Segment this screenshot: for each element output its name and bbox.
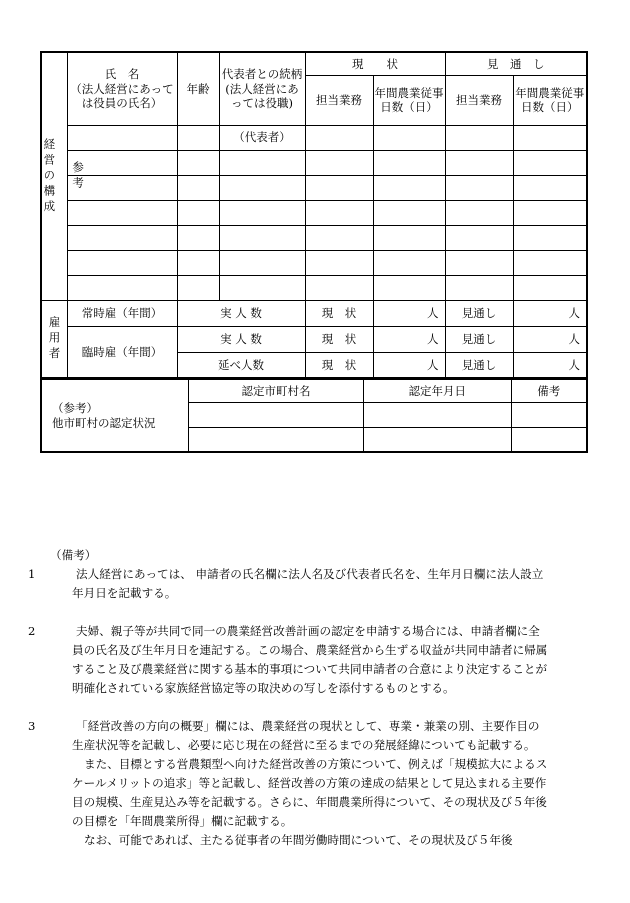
employee-temporary-row xyxy=(41,326,587,352)
notes-heading: （備考） xyxy=(50,548,97,562)
member-row xyxy=(41,250,587,275)
header-outlook-days: 年間農業従事日数（日） xyxy=(513,75,587,125)
temporary-label: 臨時雇（年間） xyxy=(67,326,177,378)
other-municipality-table xyxy=(40,378,588,453)
member-row xyxy=(41,225,587,250)
header-relation: 代表者との続柄(法人経営にあっては役職) xyxy=(219,52,305,125)
current-label: 現 状 xyxy=(305,352,373,378)
management-structure-table xyxy=(40,51,588,379)
member-row xyxy=(41,175,587,200)
note-3: 3 「経営改善の方向の概要」欄には、農業経営の現状として、専業・兼業の別、主要作目の生産状況等を記載し、必要に応じ現在の経営に至るまでの発展経緯についても記載する。 xyxy=(28,719,540,752)
employee-regular-row xyxy=(41,300,587,326)
header-current: 現 状 xyxy=(305,52,445,75)
header-remarks: 備考 xyxy=(511,379,587,402)
header-city: 認定市町村名 xyxy=(189,379,364,402)
total-count-label: 延べ人数 xyxy=(177,352,305,378)
other-municipality-label: （参考） 他市町村の認定状況 xyxy=(41,379,189,452)
actual-count-label: 実 人 数 xyxy=(177,300,305,326)
unit-label: 人 xyxy=(513,326,587,352)
member-row xyxy=(41,150,587,175)
unit-label: 人 xyxy=(373,300,445,326)
note-1: 1 法人経営にあっては、 申請者の氏名欄に法人名及び代表者氏名を、生年月日欄に法人設立年月日を記載する。 xyxy=(28,567,544,600)
header-outlook: 見 通 し xyxy=(445,52,587,75)
outlook-label: 見通し xyxy=(445,300,513,326)
unit-label: 人 xyxy=(373,352,445,378)
header-age: 年齢 xyxy=(177,52,219,125)
note-2: 2 夫婦、親子等が共同で同一の農業経営改善計画の認定を申請する場合には、申請者欄に全員の氏名及び生年月日を連記する。この場合、農業経営から生ずる収益が共同申請者に帰属すること及び農業経営に関する基本的事項について共同申請者の合意により決定することが明確化されている家族経営協定等の取決めの写しを添付するものとする。 xyxy=(28,624,548,695)
member-row xyxy=(41,200,587,225)
header-current-duty: 担当業務 xyxy=(305,75,373,125)
member-row xyxy=(41,275,587,300)
current-label: 現 状 xyxy=(305,326,373,352)
header-name: 氏 名 （法人経営にあっては役員の氏名） xyxy=(67,52,177,125)
unit-label: 人 xyxy=(513,352,587,378)
header-current-days: 年間農業従事日数（日） xyxy=(373,75,445,125)
outlook-label: 見通し xyxy=(445,352,513,378)
current-label: 現 状 xyxy=(305,300,373,326)
regular-label: 常時雇（年間） xyxy=(67,300,177,326)
unit-label: 人 xyxy=(373,326,445,352)
header-outlook-duty: 担当業務 xyxy=(445,75,513,125)
outlook-label: 見通し xyxy=(445,326,513,352)
member-row xyxy=(41,125,587,150)
notes-section xyxy=(28,546,550,850)
note-3-paragraph-3: なお、可能であれば、主たる従事者の年間労働時間について、その現状及び５年後 xyxy=(84,833,513,847)
unit-label: 人 xyxy=(513,300,587,326)
side-label-employees: 雇用者 xyxy=(41,300,67,378)
actual-count-label: 実 人 数 xyxy=(177,326,305,352)
header-date: 認定年月日 xyxy=(364,379,512,402)
representative-label: （代表者） xyxy=(219,125,305,150)
note-3-paragraph-2: また、目標とする営農類型へ向けた経営改善の方策について、例えば「規模拡大によるスケールメリットの追求」等と記載し、経営改善の方策の達成の結果として見込まれる主要作目の規模、生産見込み等を記載する。さらに、年間農業所得について、その現状及び５年後の目標を「年間農業所得」欄に記載する。 xyxy=(72,757,548,828)
side-label-management: 参考 経営の構成 xyxy=(41,52,67,300)
